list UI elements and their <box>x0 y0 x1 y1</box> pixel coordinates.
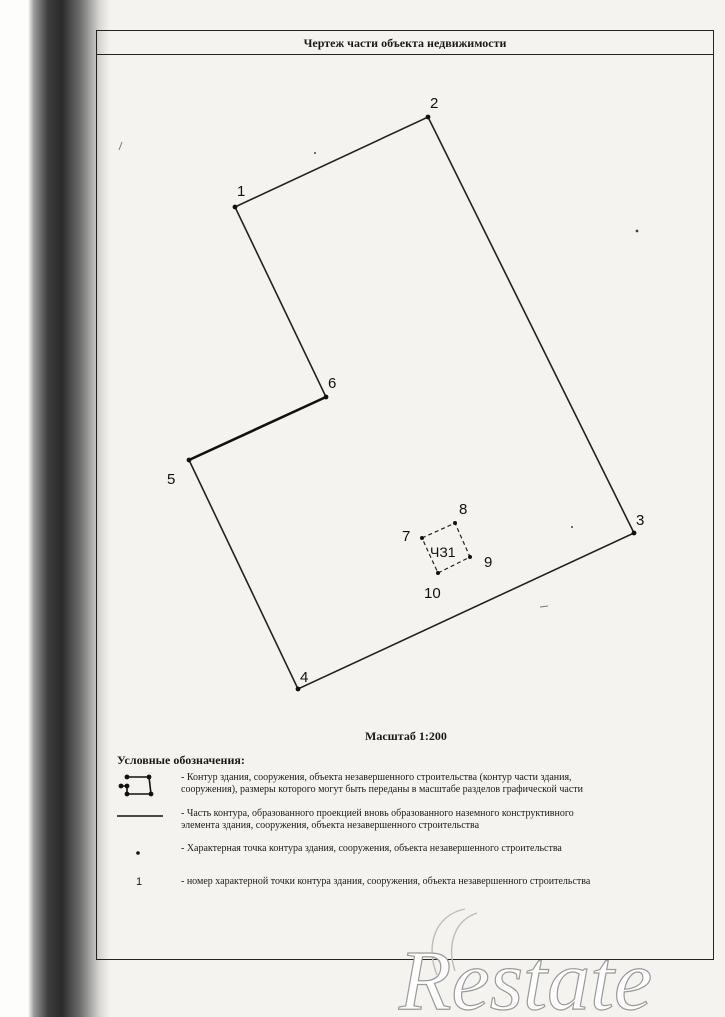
point-label-5: 5 <box>167 471 176 488</box>
scan-speck <box>314 152 316 154</box>
vertex-10 <box>436 571 440 575</box>
legend-text-line: сооружения), размеры которого могут быть переданы в масштабе разделов графической части <box>181 784 583 795</box>
point-symbol-icon <box>117 843 167 873</box>
vertex-9 <box>468 555 472 559</box>
point-label-10: 10 <box>424 585 441 602</box>
legend-item-number <box>117 876 697 894</box>
legend-text <box>181 808 681 832</box>
point-label-9: 9 <box>484 554 493 571</box>
watermark-text: Restate <box>399 932 653 1017</box>
contour-segment-5-6 <box>189 397 326 460</box>
point-label-4: 4 <box>300 669 309 686</box>
vertex-2 <box>426 115 431 120</box>
scan-speck <box>119 142 122 150</box>
page-title: Чертеж части объекта недвижимости <box>96 30 714 55</box>
legend-text-line: - Часть контура, образованного проекцией вновь образованного наземного конструктивного <box>181 808 574 819</box>
point-label-3: 3 <box>636 512 645 529</box>
point-label-8: 8 <box>459 501 468 518</box>
vertex-7 <box>420 536 424 540</box>
vertex-5 <box>187 458 192 463</box>
point-label-1: 1 <box>237 183 246 200</box>
legend-text <box>181 843 681 855</box>
point-number-symbol: 1 <box>136 876 143 888</box>
legend-text <box>181 876 681 888</box>
vertex-6 <box>324 395 329 400</box>
point-label-7: 7 <box>402 528 411 545</box>
scan-speck <box>636 230 639 233</box>
vertex-8 <box>453 521 457 525</box>
legend-item-point <box>117 843 697 861</box>
scale-label: Масштаб 1:200 <box>365 729 447 743</box>
contour-symbol-icon <box>117 772 167 802</box>
watermark-logo <box>395 905 725 1017</box>
scan-speck <box>540 606 548 607</box>
legend-item-contour <box>117 772 697 804</box>
point-label-2: 2 <box>430 95 439 112</box>
vertex-3 <box>632 531 637 536</box>
legend-item-projection <box>117 808 697 836</box>
vertex-4 <box>296 687 301 692</box>
legend-text <box>181 772 681 796</box>
legend-title: Условные обозначения: <box>117 753 245 767</box>
legend-text-line: элемента здания, сооружения, объекта незавершенного строительства <box>181 820 480 831</box>
legend-text-line: - номер характерной точки контура здания, сооружения, объекта незавершенного строительства <box>181 876 591 887</box>
vertex-1 <box>233 205 238 210</box>
part-label: ЧЗ1 <box>430 544 456 560</box>
point-label-6: 6 <box>328 375 337 392</box>
building-contour <box>189 117 634 689</box>
line-symbol-icon <box>117 808 167 838</box>
scan-speck <box>571 526 573 528</box>
legend-text-line: - Характерная точка контура здания, сооружения, объекта незавершенного строительства <box>181 843 562 854</box>
legend-text-line: - Контур здания, сооружения, объекта незавершенного строительства (контур части здания, <box>181 772 572 783</box>
